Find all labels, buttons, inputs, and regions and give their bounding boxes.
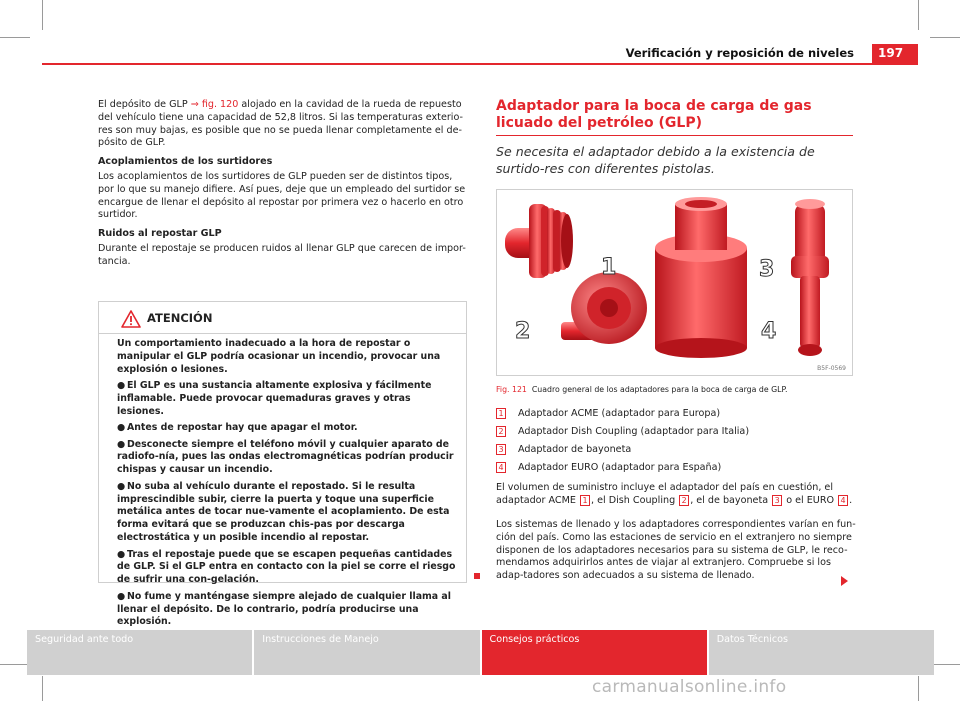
adapters-illustration xyxy=(497,190,852,375)
crop-mark xyxy=(930,664,960,665)
header-rule xyxy=(42,63,872,65)
crop-mark xyxy=(0,37,30,38)
figure-label-4: 4 xyxy=(761,319,777,344)
dish-adapter-shape xyxy=(561,272,647,344)
crop-mark xyxy=(918,0,919,30)
tab-seguridad[interactable]: Seguridad ante todo xyxy=(27,630,252,675)
paragraph: Los acoplamientos de los surtidores de GLP pueden ser de distintos tipos, por lo que su manejo difiere. Así pues, deje que un empleado del surtidor se encargue de llenar el depósito al repostar por primera vez o hacerlo en otro surtidor. xyxy=(98,170,466,221)
crop-mark xyxy=(42,0,43,30)
crop-mark xyxy=(0,664,30,665)
warning-item: ● Antes de repostar hay que apagar el motor. xyxy=(117,422,358,434)
warning-item: ● Tras el repostaje puede que se escapen pequeñas cantidades de GLP. Si el GLP entra en contacto con la piel se corre el riesgo de sufrir una con-gelación. xyxy=(117,548,456,586)
paragraph: Durante el repostaje se producen ruidos al llenar GLP que carecen de impor-tancia. xyxy=(98,242,466,267)
figure-legend xyxy=(496,406,856,478)
warning-triangle-icon xyxy=(121,310,141,328)
figure-label-1: 1 xyxy=(601,255,617,280)
section-heading: Ruidos al repostar GLP xyxy=(98,228,222,240)
tab-datos[interactable]: Datos Técnicos xyxy=(709,630,934,675)
legend-number: 4 xyxy=(496,462,506,473)
header-title: Verificación y reposición de niveles xyxy=(625,46,854,60)
crop-mark xyxy=(42,676,43,701)
main-body-shape xyxy=(655,197,747,358)
left-column xyxy=(98,99,468,275)
warning-item: ● No fume y manténgase siempre alejado de cualquier llama al llenar el depósito. De lo contrario, podría producirse una explosión. xyxy=(117,590,451,628)
legend-item: 2 Adaptador Dish Coupling (adaptador para Italia) xyxy=(496,424,856,442)
warning-body xyxy=(99,334,466,629)
warning-item: ● Desconecte siempre el teléfono móvil y cualquier aparato de radiofo-nía, pues las ondas electromagnéticas podrían producir chispas y causar un incendio. xyxy=(117,438,454,476)
legend-item: 4 Adaptador EURO (adaptador para España) xyxy=(496,460,856,478)
figure-label-2: 2 xyxy=(515,319,531,344)
crop-mark xyxy=(930,37,960,38)
warning-item: ● No suba al vehículo durante el repostado. Si le resulta imprescindible subir, cierre la puerta y toque una superficie metálica antes de tocar nue-vamente el acoplamiento. De esta forma evitará que se produzcan chis-pas por descarga electrostática y un posible incendio al repostar. xyxy=(117,480,450,544)
acme-adapter-shape xyxy=(505,204,573,278)
figure-label-3: 3 xyxy=(759,257,775,282)
euro-adapter-shape xyxy=(791,199,829,356)
legend-item: 1 Adaptador ACME (adaptador para Europa) xyxy=(496,406,856,424)
warning-header xyxy=(99,302,466,334)
figure-adapters xyxy=(496,189,853,376)
footer-nav xyxy=(27,630,934,675)
warning-item: ● El GLP es una sustancia altamente explosiva y fácilmente inflamable. Puede provocar quemaduras graves y otras lesiones. xyxy=(117,380,432,417)
watermark: carmanualsonline.info xyxy=(592,677,787,697)
crop-mark xyxy=(918,676,919,701)
figure-code: B5F-0569 xyxy=(817,365,846,372)
continue-arrow-icon xyxy=(841,576,848,586)
figure-link[interactable]: ⇒ fig. 120 xyxy=(190,99,239,110)
warning-box xyxy=(98,301,467,628)
legend-number: 3 xyxy=(496,444,506,455)
legend-item: 3 Adaptador de bayoneta xyxy=(496,442,856,460)
section-heading: Acoplamientos de los surtidores xyxy=(98,156,273,168)
intro-paragraph: El depósito de GLP ⇒ fig. 120 alojado en la cavidad de la rueda de repuesto del vehículo tiene una capacidad de 52,8 litros. Si las temperaturas exterio-res son muy bajas, es posible que no se pueda llenar completamente el de-pósito de GLP. xyxy=(98,99,463,149)
title-rule xyxy=(496,135,853,136)
section-end-marker xyxy=(474,573,480,579)
warning-intro: Un comportamiento inadecuado a la hora de repostar o manipular el GLP podría ocasionar un incendio, provocar una explosión o lesiones. xyxy=(117,338,441,375)
section-title: Adaptador para la boca de carga de gas licuado del petróleo (GLP) xyxy=(496,98,812,131)
figure-caption: Fig. 121 Cuadro general de los adaptadores para la boca de carga de GLP. xyxy=(496,385,788,394)
legend-number: 2 xyxy=(496,426,506,437)
page-number: 197 xyxy=(878,46,904,60)
systems-paragraph: Los sistemas de llenado y los adaptadores correspondientes varían en fun-ción del país. Como las estaciones de servicio en el extranjero no siempre disponen de los adaptadores necesarios para su sistema de GLP, le reco-mendamos adquirirlos antes de viajar al extranjero. Compruebe si los adap-tadores son adecuados a su sistema de llenado. xyxy=(496,519,856,582)
supply-paragraph: El volumen de suministro incluye el adaptador del país en cuestión, el adaptador ACME 1 , el Dish Coupling 2 , el de bayoneta 3 o el EURO 4 . xyxy=(496,482,853,506)
tab-consejos[interactable]: Consejos prácticos xyxy=(482,630,707,675)
section-subtitle: Se necesita el adaptador debido a la existencia de surtido-res con diferentes pistolas. xyxy=(496,144,815,176)
legend-number: 1 xyxy=(496,408,506,419)
warning-title: ATENCIÓN xyxy=(147,311,213,325)
tab-instrucciones[interactable]: Instrucciones de Manejo xyxy=(254,630,479,675)
